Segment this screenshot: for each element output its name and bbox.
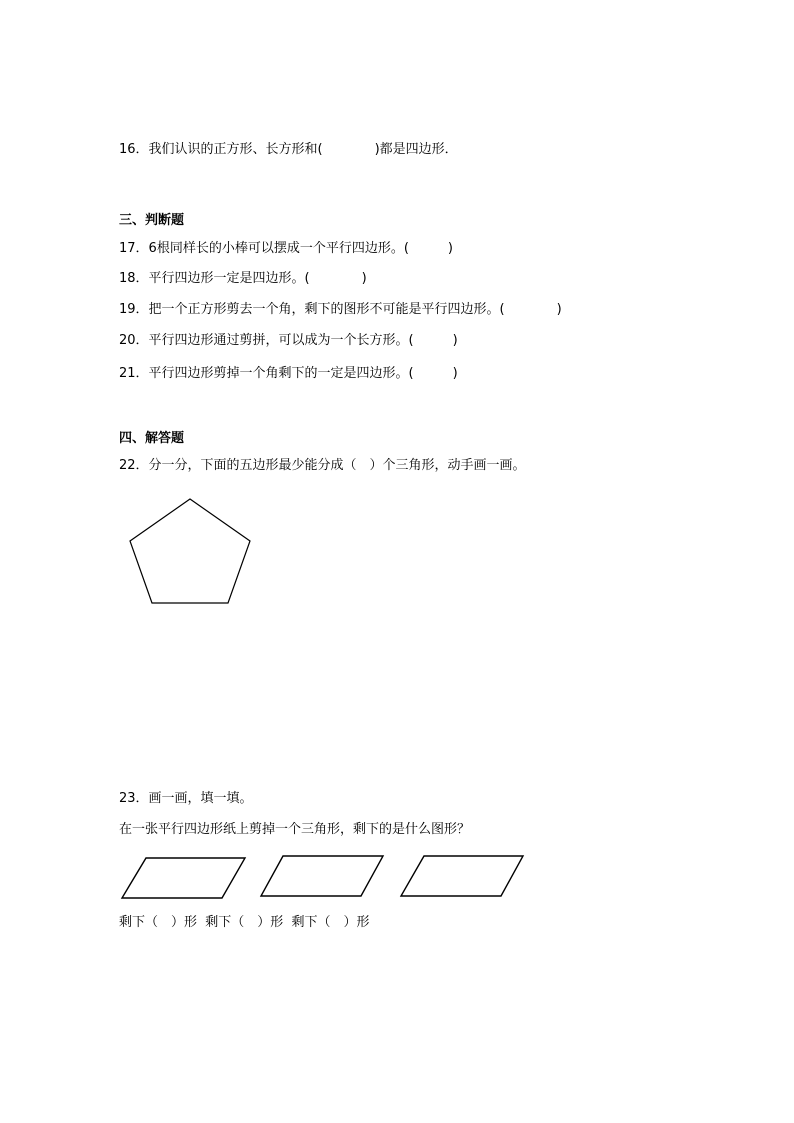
parallelogram-3 [401,856,523,896]
parallelogram-2 [261,856,383,896]
question-19: 19．把一个正方形剪去一个角，剩下的图形不可能是平行四边形。( ) [119,302,562,317]
parallelogram-1 [122,858,245,898]
question-16: 16．我们认识的正方形、长方形和( )都是四边形． [119,142,458,157]
question-20: 20．平行四边形通过剪拼，可以成为一个长方形。( ) [119,333,458,348]
question-17: 17．6根同样长的小棒可以摆成一个平行四边形。( ) [119,241,453,256]
question-23-prompt: 在一张平行四边形纸上剪掉一个三角形，剩下的是什么图形？ [119,822,471,837]
question-22: 22．分一分，下面的五边形最少能分成（ ）个三角形，动手画一画。 [119,458,526,473]
section-3-heading: 三、判断题 [119,213,185,228]
question-18: 18．平行四边形一定是四边形。( ) [119,271,367,286]
section-4-heading: 四、解答题 [119,431,185,446]
question-23-answer-blanks: 剩下（ ）形 剩下（ ）形 剩下（ ）形 [119,915,370,930]
question-23-title: 23．画一画，填一填。 [119,791,253,806]
question-21: 21．平行四边形剪掉一个角剩下的一定是四边形。( ) [119,366,458,381]
